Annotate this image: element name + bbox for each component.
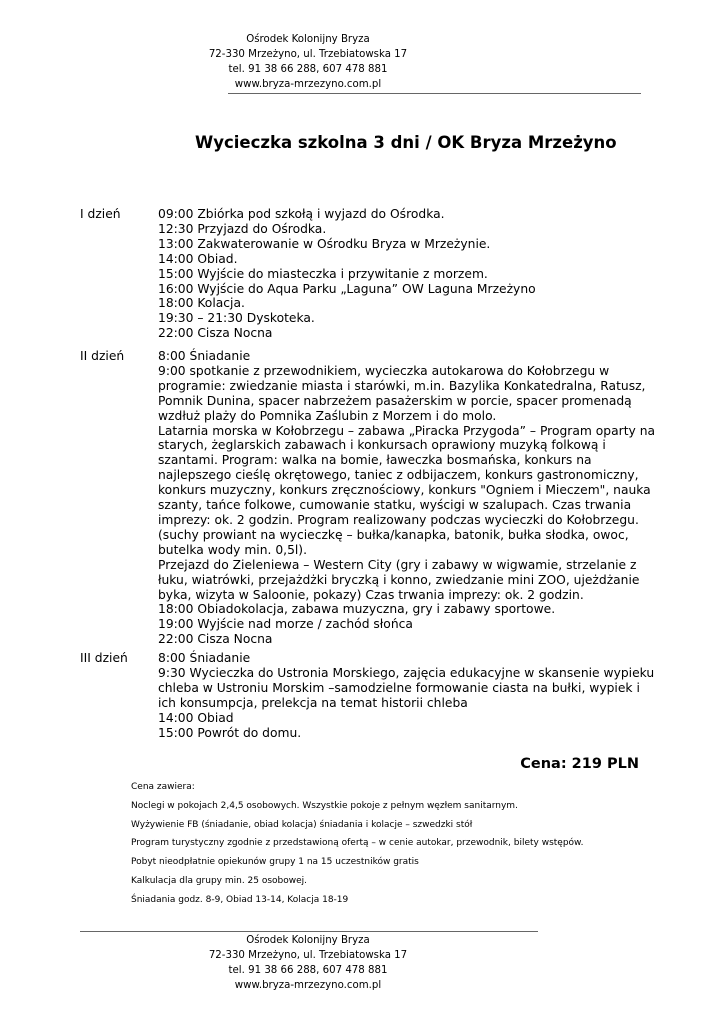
header-phone: tel. 91 38 66 288, 607 478 881 bbox=[228, 64, 388, 75]
text-line: 14:00 Obiad. bbox=[158, 251, 238, 266]
footer-website: www.bryza-mrzezyno.com.pl bbox=[234, 980, 382, 991]
price-label: Cena: 219 PLN bbox=[520, 756, 639, 772]
day-schedule bbox=[158, 207, 650, 341]
text-line: programie: zwiedzanie miasta i starówki, m.in. Bazylika Konkatedralna, Ratusz, bbox=[158, 378, 646, 393]
text-line: łuku, wiatrówki, przejażdżki bryczką i konno, zwiedzanie mini ZOO, ujeżdżanie bbox=[158, 572, 640, 587]
text-line: Przejazd do Zieleniewa – Western City (gry i zabawy w wigwamie, strzelanie z bbox=[158, 557, 637, 572]
page-footer bbox=[158, 933, 458, 993]
header-divider bbox=[228, 93, 641, 94]
text-line: Śniadania godz. 8-9, Obiad 13-14, Kolacja 18-19 bbox=[131, 894, 349, 905]
text-line: imprezy: ok. 2 godzin. Program realizowany podczas wycieczki do Kołobrzegu. bbox=[158, 512, 639, 527]
text-line: 19:00 Wyjście nad morze / zachód słońca bbox=[158, 617, 413, 632]
text-line: 8:00 Śniadanie bbox=[158, 349, 251, 363]
text-line: chleba w Ustroniu Morskim –samodzielne formowanie ciasta na bułki, wypiek i bbox=[158, 680, 640, 695]
page-header bbox=[158, 32, 458, 92]
text-line: 13:00 Zakwaterowanie w Ośrodku Bryza w Mrzeżynie. bbox=[158, 236, 491, 251]
header-address: 72-330 Mrzeżyno, ul. Trzebiatowska 17 bbox=[208, 49, 408, 60]
text-line: 9:30 Wycieczka do Ustronia Morskiego, zajęcia edukacyjne w skansenie wypieku bbox=[158, 665, 655, 680]
text-line: 9:00 spotkanie z przewodnikiem, wycieczka autokarowa do Kołobrzegu w bbox=[158, 363, 610, 378]
text-line: Kalkulacja dla grupy min. 25 osobowej. bbox=[131, 875, 308, 886]
text-line: wzdłuż plaży do Pomnika Zaślubin z Morzem i do molo. bbox=[158, 408, 497, 423]
text-line: Noclegi w pokojach 2,4,5 osobowych. Wszystkie pokoje z pełnym węzłem sanitarnym. bbox=[131, 800, 518, 811]
text-line: najlepszego cieślę okrętowego, taniec z odbijaczem, konkurs gastronomiczny, bbox=[158, 468, 639, 483]
text-line: 14:00 Obiad bbox=[158, 710, 234, 725]
day-schedule bbox=[158, 651, 655, 740]
text-line: Wyżywienie FB (śniadanie, obiad kolacja) śniadania i kolacje – szwedzki stół bbox=[131, 819, 473, 830]
text-line: 15:00 Wyjście do miasteczka i przywitanie z morzem. bbox=[158, 266, 488, 281]
text-line: 8:00 Śniadanie bbox=[158, 651, 251, 665]
day-label: III dzień bbox=[80, 651, 128, 665]
text-line: szantami. Program: walka na bomie, ławeczka bosmańska, konkurs na bbox=[158, 453, 592, 468]
footer-divider bbox=[80, 931, 538, 932]
text-line: 22:00 Cisza Nocna bbox=[158, 632, 273, 647]
text-line: Cena zawiera: bbox=[131, 782, 195, 792]
day-label: I dzień bbox=[80, 207, 121, 221]
day-schedule bbox=[158, 349, 656, 647]
text-line: byka, wizyta w Saloonie, pokazy) Czas trwania imprezy: ok. 2 godzin. bbox=[158, 587, 584, 602]
footer-company-name: Ośrodek Kolonijny Bryza bbox=[246, 935, 370, 946]
text-line: Pomnik Dunina, spacer nabrzeżem pasażerskim w porcie, spacer promenadą bbox=[158, 393, 632, 408]
price-includes-notes bbox=[131, 778, 583, 910]
footer-phone: tel. 91 38 66 288, 607 478 881 bbox=[228, 965, 388, 976]
text-line: (suchy prowiant na wycieczkę – bułka/kanapka, batonik, bułka słodka, owoc, bbox=[158, 527, 629, 542]
text-line: Latarnia morska w Kołobrzegu – zabawa „Piracka Przygoda” – Program oparty na bbox=[158, 423, 656, 438]
header-company-name: Ośrodek Kolonijny Bryza bbox=[246, 34, 370, 45]
text-line: ich konsumpcja, prelekcja na temat historii chleba bbox=[158, 695, 468, 710]
header-website: www.bryza-mrzezyno.com.pl bbox=[234, 79, 382, 90]
footer-address: 72-330 Mrzeżyno, ul. Trzebiatowska 17 bbox=[208, 950, 408, 961]
text-line: 09:00 Zbiórka pod szkołą i wyjazd do Ośrodka. bbox=[158, 207, 445, 221]
text-line: Program turystyczny zgodnie z przedstawioną ofertą – w cenie autokar, przewodnik, bilety wstępów. bbox=[131, 838, 584, 849]
text-line: starych, żeglarskich zabawach i konkursach oprawiony muzyką folkową i bbox=[158, 438, 606, 453]
text-line: 18:00 Kolacja. bbox=[158, 296, 245, 311]
text-line: 19:30 – 21:30 Dyskoteka. bbox=[158, 311, 315, 326]
text-line: 16:00 Wyjście do Aqua Parku „Laguna” OW Laguna Mrzeżyno bbox=[158, 281, 536, 296]
text-line: butelka wody min. 0,5l). bbox=[158, 542, 308, 557]
text-line: szanty, tańce folkowe, cumowanie statku, wyścigi w szalupach. Czas trwania bbox=[158, 498, 632, 513]
text-line: 18:00 Obiadokolacja, zabawa muzyczna, gry i zabawy sportowe. bbox=[158, 602, 556, 617]
text-line: 12:30 Przyjazd do Ośrodka. bbox=[158, 221, 327, 236]
text-line: 22:00 Cisza Nocna bbox=[158, 326, 273, 341]
text-line: 15:00 Powrót do domu. bbox=[158, 725, 302, 740]
document-title: Wycieczka szkolna 3 dni / OK Bryza Mrzeżyno bbox=[195, 133, 617, 152]
text-line: Pobyt nieodpłatnie opiekunów grupy 1 na 15 uczestników gratis bbox=[131, 857, 419, 868]
day-label: II dzień bbox=[80, 349, 125, 363]
text-line: konkurs muzyczny, konkurs zręcznościowy, konkurs "Ogniem i Mieczem", nauka bbox=[158, 483, 651, 498]
